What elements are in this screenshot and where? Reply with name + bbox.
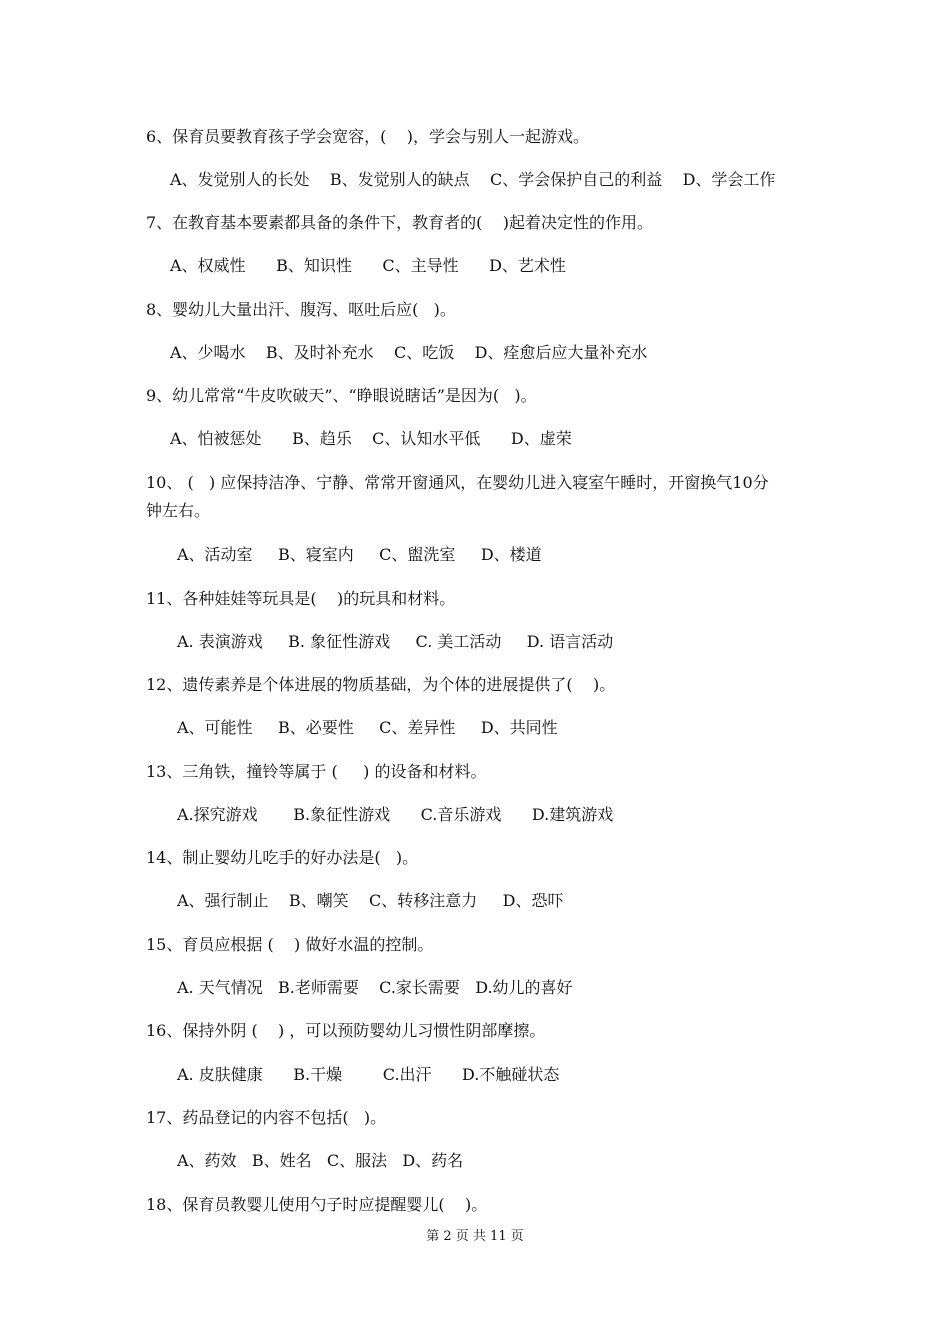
question-15-options: A. 天气情况 B.老师需要 C.家长需要 D.幼儿的喜好 xyxy=(177,978,573,997)
question-12-options: A、可能性 B、必要性 C、差异性 D、共同性 xyxy=(177,718,558,737)
question-17-options: A、药效 B、姓名 C、服法 D、药名 xyxy=(177,1151,464,1170)
question-11-stem: 11、各种娃娃等玩具是( )的玩具和材料。 xyxy=(146,589,456,608)
question-16-stem: 16、保持外阴 ( ) ，可以预防婴幼儿习惯性阴部摩擦。 xyxy=(146,1021,546,1040)
question-8-options: A、少喝水 B、及时补充水 C、吃饭 D、痊愈后应大量补充水 xyxy=(170,343,648,362)
question-11-options: A. 表演游戏 B. 象征性游戏 C. 美工活动 D. 语言活动 xyxy=(177,632,614,651)
question-18-stem: 18、保育员教婴儿使用勺子时应提醒婴儿( )。 xyxy=(146,1195,488,1214)
question-10-options: A、活动室 B、寝室内 C、盥洗室 D、楼道 xyxy=(177,545,542,564)
question-6-options: A、发觉别人的长处 B、发觉别人的缺点 C、学会保护自己的利益 D、学会工作 xyxy=(170,170,776,189)
question-10-stem: 10、 ( ) 应保持洁净、宁静、常常开窗通风，在婴幼儿进入寝室午睡时，开窗换气10分 xyxy=(146,473,769,492)
question-10-stem-continued: 钟左右。 xyxy=(146,501,211,520)
question-7-options: A、权威性 B、知识性 C、主导性 D、艺术性 xyxy=(170,256,566,275)
question-7-stem: 7、在教育基本要素都具备的条件下，教育者的( )起着决定性的作用。 xyxy=(146,213,654,232)
question-14-stem: 14、制止婴幼儿吃手的好办法是( )。 xyxy=(146,848,419,867)
question-14-options: A、强行制止 B、嘲笑 C、转移注意力 D、恐吓 xyxy=(177,891,564,910)
question-17-stem: 17、药品登记的内容不包括( )。 xyxy=(146,1108,387,1127)
question-16-options: A. 皮肤健康 B.干燥 C.出汗 D.不触碰状态 xyxy=(177,1065,560,1084)
question-13-stem: 13、三角铁，撞铃等属于 ( ) 的设备和材料。 xyxy=(146,762,487,781)
question-9-options: A、怕被惩处 B、趋乐 C、认知水平低 D、虚荣 xyxy=(170,429,572,448)
question-6-stem: 6、保育员要教育孩子学会宽容，( )，学会与别人一起游戏。 xyxy=(146,127,590,146)
question-13-options: A.探究游戏 B.象征性游戏 C.音乐游戏 D.建筑游戏 xyxy=(177,805,614,824)
question-8-stem: 8、婴幼儿大量出汗、腹泻、呕吐后应( )。 xyxy=(146,300,456,319)
question-12-stem: 12、遗传素养是个体进展的物质基础，为个体的进展提供了( )。 xyxy=(146,675,616,694)
page-footer: 第 2 页 共 11 页 xyxy=(426,1229,524,1244)
question-9-stem: 9、幼儿常常“牛皮吹破天”、“睁眼说瞎话”是因为( )。 xyxy=(146,386,537,405)
question-15-stem: 15、育员应根据 ( ) 做好水温的控制。 xyxy=(146,935,434,954)
